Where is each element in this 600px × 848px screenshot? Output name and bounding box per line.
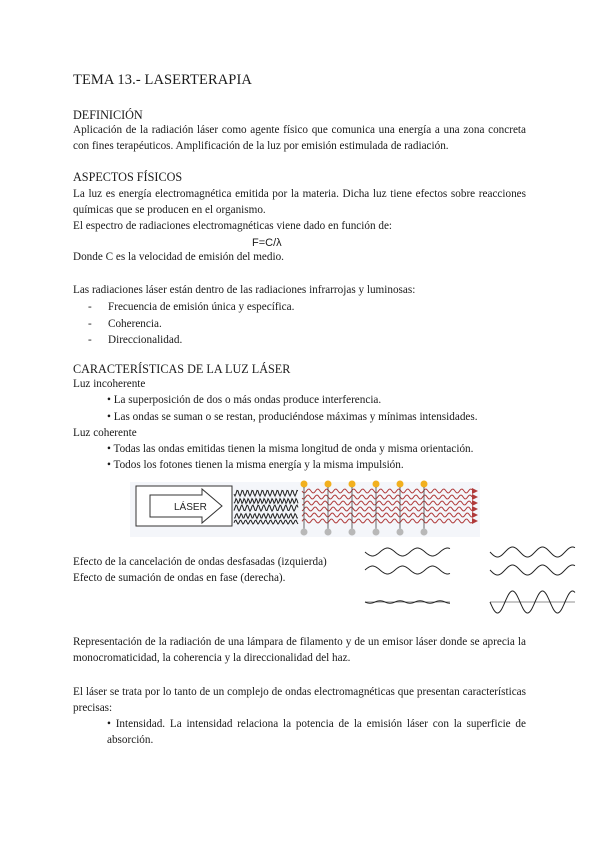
list-item-text: Frecuencia de emisión única y específica.	[108, 301, 295, 313]
page-title: TEMA 13.- LASERTERAPIA	[73, 72, 252, 88]
phase-waves	[365, 547, 575, 613]
intensidad-item: • Intensidad. La intensidad relaciona la potencia de la emisión láser con la superficie de absorción.	[107, 718, 526, 747]
wave-b	[365, 566, 450, 574]
list-item-text: Coherencia.	[108, 317, 162, 330]
formula: F=C/λ	[252, 237, 282, 249]
wave-a	[365, 548, 450, 556]
representacion-text: Representación de la radiación de una lámpara de filamento y de un emisor láser donde se aprecia la monocromaticidad, la coherencia y la direccionalidad del haz.	[73, 636, 526, 665]
atom-icon	[397, 529, 404, 536]
conclusion-text: El láser se trata por lo tanto de un complejo de ondas electromagnéticas que presentan características precisas:	[73, 686, 526, 715]
heading-aspectos: ASPECTOS FÍSICOS	[73, 170, 183, 184]
coherente-item-1: • Todas las ondas emitidas tienen la misma longitud de onda y misma orientación.	[107, 443, 474, 455]
wave-c	[490, 547, 575, 557]
photon-emitter-icon	[325, 481, 332, 488]
atom-icon	[301, 529, 308, 536]
wave-d	[490, 565, 575, 575]
incoherente-item-2: • Las ondas se suman o se restan, produciéndose máximas y mínimas intensidades.	[107, 411, 478, 423]
list-item	[88, 299, 294, 316]
laser-vs-lamp-diagram	[130, 477, 480, 537]
definicion-text: Aplicación de la radiación láser como agente físico que comunica una energía a una zona concreta con fines terapéuticos. Amplificación de la luz por emisión estimulada de radiación.	[73, 124, 526, 153]
photon-emitter-icon	[349, 481, 356, 488]
aspectos-paragraph-4: Las radiaciones láser están dentro de las radiaciones infrarrojas y luminosas:	[73, 284, 416, 296]
subheading-incoherente: Luz incoherente	[73, 378, 146, 390]
incoherente-item-1: • La superposición de dos o más ondas produce interferencia.	[107, 394, 382, 406]
aspectos-paragraph-1: La luz es energía electromagnética emitida por la materia. Dicha luz tiene efectos sobre reacciones químicas que se producen en el organismo.	[73, 188, 526, 217]
list-dash: -	[88, 334, 92, 346]
efecto-sumacion: Efecto de sumación de ondas en fase (derecha).	[73, 572, 286, 584]
photon-emitter-icon	[421, 481, 428, 488]
aspectos-paragraph-2: El espectro de radiaciones electromagnéticas viene dado en función de:	[73, 220, 393, 232]
heading-caracteristicas: CARACTERÍSTICAS DE LA LUZ LÁSER	[73, 362, 291, 376]
photon-emitter-icon	[397, 481, 404, 488]
laser-label: LÁSER	[174, 502, 207, 513]
coherente-item-2: • Todos los fotones tienen la misma energía y la misma impulsión.	[107, 459, 404, 471]
list-dash: -	[88, 317, 92, 330]
subheading-coherente: Luz coherente	[73, 427, 137, 439]
list-dash: -	[88, 301, 92, 313]
heading-definicion: DEFINICIÓN	[73, 108, 143, 122]
wave-interference-diagram	[360, 540, 580, 620]
laser-properties-list	[88, 299, 294, 349]
photon-emitter-icon	[301, 481, 308, 488]
atom-icon	[349, 529, 356, 536]
photon-emitter-icon	[373, 481, 380, 488]
atom-icon	[373, 529, 380, 536]
atom-icon	[325, 529, 332, 536]
list-item	[88, 316, 294, 333]
aspectos-paragraph-3: Donde C es la velocidad de emisión del medio.	[73, 251, 284, 263]
list-item-text: Direccionalidad.	[108, 334, 183, 346]
atom-icon	[421, 529, 428, 536]
efecto-cancelacion: Efecto de la cancelación de ondas desfasadas (izquierda)	[73, 556, 327, 568]
list-item	[88, 332, 294, 349]
